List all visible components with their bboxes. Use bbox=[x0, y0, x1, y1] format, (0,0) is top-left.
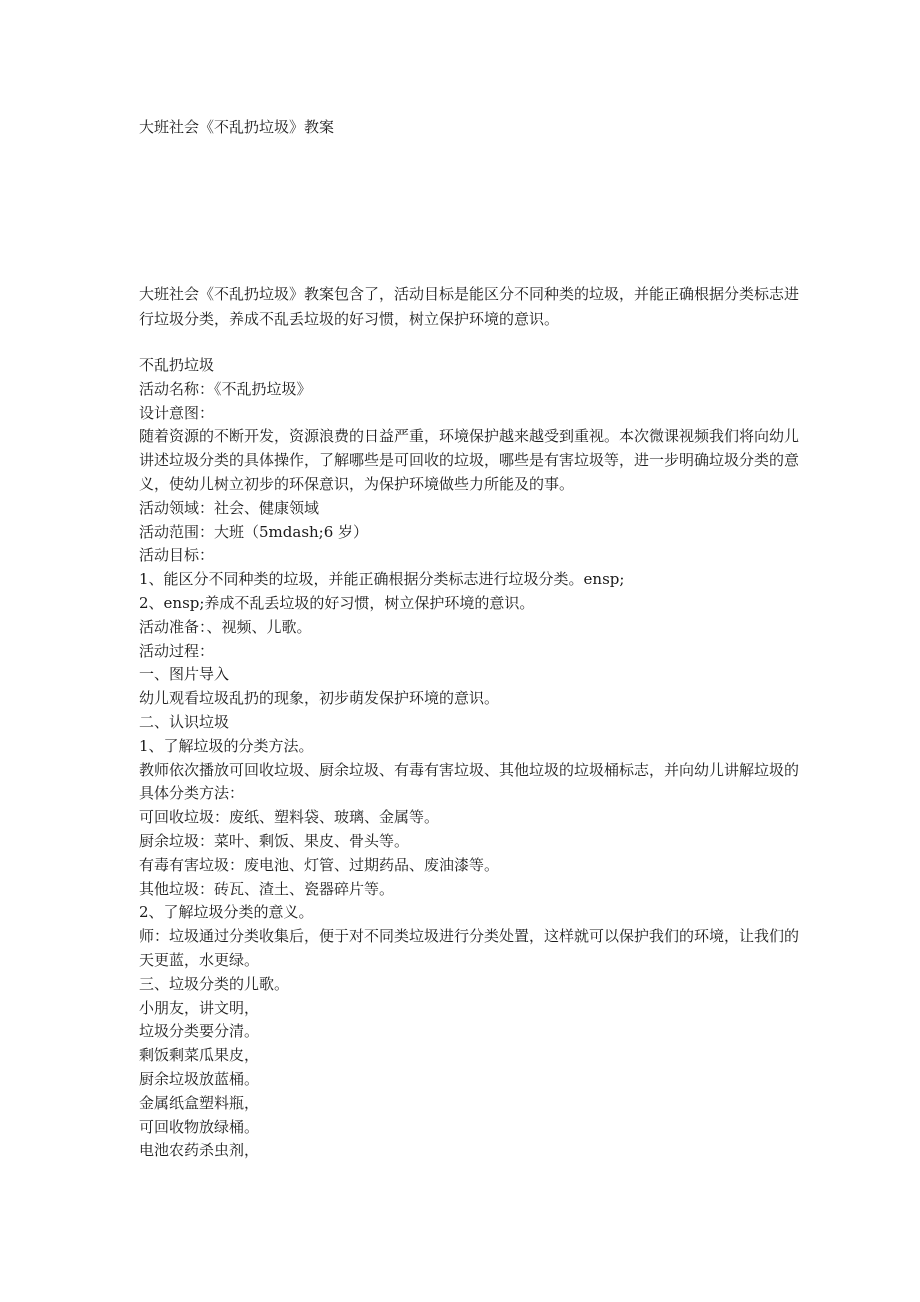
body-line: 不乱扔垃圾 bbox=[139, 356, 215, 374]
body-line: 活动名称：《不乱扔垃圾》 bbox=[139, 379, 312, 398]
body-line: 活动范围：大班（5mdash;6 岁） bbox=[139, 522, 369, 541]
body-line: 教师依次播放可回收垃圾、厨余垃圾、有毒有害垃圾、其他垃圾的垃圾桶标志，并向幼儿讲解垃圾的具体分类方法： bbox=[139, 760, 800, 803]
body-line: 一、图片导入 bbox=[139, 665, 230, 684]
body-line: 活动准备：、视频、儿歌。 bbox=[139, 617, 312, 636]
body-line: 1、了解垃圾的分类方法。 bbox=[139, 736, 314, 755]
body-line: 二、认识垃圾 bbox=[139, 712, 230, 731]
body-line: 三、垃圾分类的儿歌。 bbox=[139, 974, 290, 993]
body-line: 1、能区分不同种类的垃圾，并能正确根据分类标志进行垃圾分类。ensp; bbox=[139, 570, 625, 589]
body-line: 可回收垃圾：废纸、塑料袋、玻璃、金属等。 bbox=[139, 808, 440, 827]
body-line: 小朋友，讲文明， bbox=[139, 998, 260, 1017]
body-line: 师：垃圾通过分类收集后，便于对不同类垃圾进行分类处置，这样就可以保护我们的环境，让我们的天更蓝，水更绿。 bbox=[139, 927, 800, 969]
body-line: 垃圾分类要分清。 bbox=[139, 1022, 260, 1041]
document-intro: 大班社会《不乱扔垃圾》教案包含了，活动目标是能区分不同种类的垃圾，并能正确根据分类标志进行垃圾分类，养成不乱丢垃圾的好习惯，树立保护环境的意识。 bbox=[139, 285, 800, 328]
body-line: 可回收物放绿桶。 bbox=[139, 1117, 260, 1136]
body-line: 活动目标： bbox=[139, 546, 215, 565]
body-line: 幼儿观看垃圾乱扔的现象，初步萌发保护环境的意识。 bbox=[139, 689, 500, 708]
body-line: 厨余垃圾放蓝桶。 bbox=[139, 1069, 260, 1088]
document-title: 大班社会《不乱扔垃圾》教案 bbox=[139, 118, 335, 136]
body-line: 设计意图： bbox=[139, 403, 215, 422]
body-line: 金属纸盒塑料瓶， bbox=[139, 1093, 260, 1112]
document-body bbox=[139, 354, 799, 1163]
body-line: 活动过程： bbox=[139, 641, 215, 660]
body-line: 其他垃圾：砖瓦、渣土、瓷器碎片等。 bbox=[139, 879, 395, 898]
body-line: 剩饭剩菜瓜果皮， bbox=[139, 1046, 260, 1065]
body-line: 厨余垃圾：菜叶、剩饭、果皮、骨头等。 bbox=[139, 831, 410, 850]
body-line: 电池农药杀虫剂， bbox=[139, 1141, 260, 1160]
body-line: 2、了解垃圾分类的意义。 bbox=[139, 903, 314, 922]
body-line: 2、ensp;养成不乱丢垃圾的好习惯，树立保护环境的意识。 bbox=[139, 593, 535, 612]
body-line: 活动领域：社会、健康领域 bbox=[139, 498, 320, 517]
body-line: 随着资源的不断开发，资源浪费的日益严重，环境保护越来越受到重视。本次微课视频我们将向幼儿讲述垃圾分类的具体操作，了解哪些是可回收的垃圾，哪些是有害垃圾等，进一步明确垃圾分类的意义，使幼儿树立初步的环保意识，为保护环境做些力所能及的事。 bbox=[139, 427, 800, 493]
body-line: 有毒有害垃圾：废电池、灯管、过期药品、废油漆等。 bbox=[139, 855, 500, 874]
